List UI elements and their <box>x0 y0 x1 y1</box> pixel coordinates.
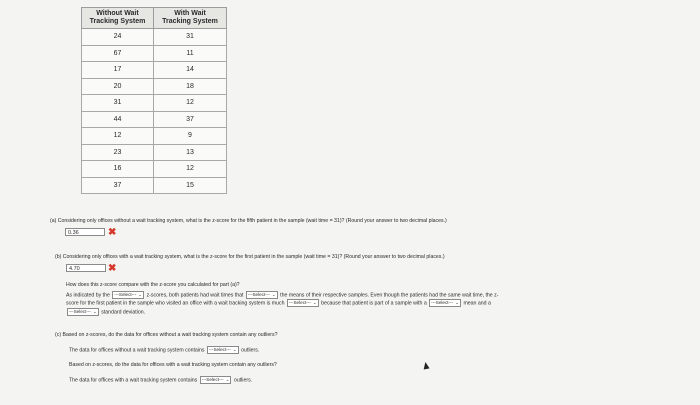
chevron-down-icon: ⌄ <box>138 292 143 297</box>
chevron-down-icon: ⌄ <box>92 309 97 314</box>
cell-without-wait: 12 <box>82 128 154 145</box>
chevron-down-icon: ⌄ <box>312 300 317 305</box>
part-c-question-2: Based on z-scores, do the data for offices with a wait tracking system contain any outliers? <box>69 362 277 368</box>
cell-with-wait: 31 <box>154 29 227 46</box>
header-with-wait: With Wait Tracking System <box>154 8 227 29</box>
part-c-question: (c) Based on z-scores, do the data for offices without a wait tracking system contain any outliers? <box>55 332 278 338</box>
table-row <box>82 78 227 95</box>
part-a-question: (a) Considering only offices without a wait tracking system, what is the z-score for the fifth patient in the sample (wait time = 31)? (Round your answer to two decimal places.) <box>50 218 447 224</box>
cell-with-wait: 11 <box>154 45 227 62</box>
cell-without-wait: 24 <box>82 29 154 46</box>
table-row <box>82 161 227 178</box>
chevron-down-icon: ⌄ <box>455 300 459 305</box>
cell-without-wait: 20 <box>82 78 154 95</box>
table-row <box>82 144 227 161</box>
chevron-down-icon: ⌄ <box>271 292 276 297</box>
part-a-answer-input[interactable]: 0.36 <box>65 228 105 236</box>
table-row <box>82 128 227 145</box>
cell-without-wait: 17 <box>82 62 154 79</box>
cell-with-wait: 13 <box>154 144 227 161</box>
cell-with-wait: 12 <box>154 161 227 178</box>
cell-without-wait: 23 <box>82 144 154 161</box>
part-b-line-2: score for the first patient in the sample who visited an office with a wait tracking system is much ---Select--- ⌄ because that patient is part of a sample with a ---Select--- ⌄ mean and a <box>66 300 491 307</box>
chevron-down-icon: ⌄ <box>232 347 237 352</box>
incorrect-x-icon: ✖ <box>108 227 117 238</box>
cell-with-wait: 9 <box>154 128 227 145</box>
table-row <box>82 111 227 128</box>
cell-without-wait: 44 <box>82 111 154 128</box>
part-b-line-1: As indicated by the ---Select--- ⌄ z-scores, both patients had wait times that ---Select--- ⌄ the means of their respective samples. Even though the patients had the same wait time, the z- <box>66 292 499 299</box>
select-dropdown[interactable]: ---Select--- ⌄ <box>201 377 230 382</box>
select-dropdown[interactable]: ---Select--- ⌄ <box>288 300 317 305</box>
table-row <box>82 45 227 62</box>
cell-with-wait: 18 <box>154 78 227 95</box>
cell-with-wait: 15 <box>154 177 227 194</box>
cell-with-wait: 14 <box>154 62 227 79</box>
cell-without-wait: 37 <box>82 177 154 194</box>
part-b-answer-input[interactable]: 4.70 <box>66 264 106 272</box>
part-b-question: (b) Considering only offices with a wait tracking system, what is the z-score for the first patient in the sample (wait time = 31)? (Round your answer to two decimal places.) <box>55 254 445 260</box>
part-b-compare-prompt: How does this z-score compare with the z-score you calculated for part (a)? <box>66 282 240 288</box>
select-dropdown[interactable]: ---Select--- ⌄ <box>69 309 97 314</box>
part-c-line-1: The data for offices without a wait tracking system contains ---Select--- ⌄ outliers. <box>69 347 260 354</box>
table-row <box>82 95 227 112</box>
cell-without-wait: 31 <box>82 95 154 112</box>
incorrect-x-icon: ✖ <box>108 263 117 274</box>
table-row <box>82 177 227 194</box>
mouse-cursor-icon <box>422 362 429 370</box>
part-b-line-3: ---Select--- ⌄ standard deviation. <box>69 309 146 316</box>
cell-with-wait: 37 <box>154 111 227 128</box>
header-without-wait: Without Wait Tracking System <box>82 8 154 29</box>
select-dropdown[interactable]: ---Select--- ⌄ <box>114 292 143 297</box>
select-dropdown[interactable]: ---Select--- ⌄ <box>247 292 276 297</box>
table-row <box>82 29 227 46</box>
chevron-down-icon: ⌄ <box>225 377 230 382</box>
part-c-line-2: The data for offices with a wait tracking system contains ---Select--- ⌄ outliers. <box>69 377 253 384</box>
select-dropdown[interactable]: ---Select--- ⌄ <box>431 300 459 305</box>
cell-without-wait: 16 <box>82 161 154 178</box>
table-row <box>82 62 227 79</box>
cell-with-wait: 12 <box>154 95 227 112</box>
wait-time-table <box>81 7 227 194</box>
select-dropdown[interactable]: ---Select--- ⌄ <box>208 347 237 352</box>
cell-without-wait: 67 <box>82 45 154 62</box>
